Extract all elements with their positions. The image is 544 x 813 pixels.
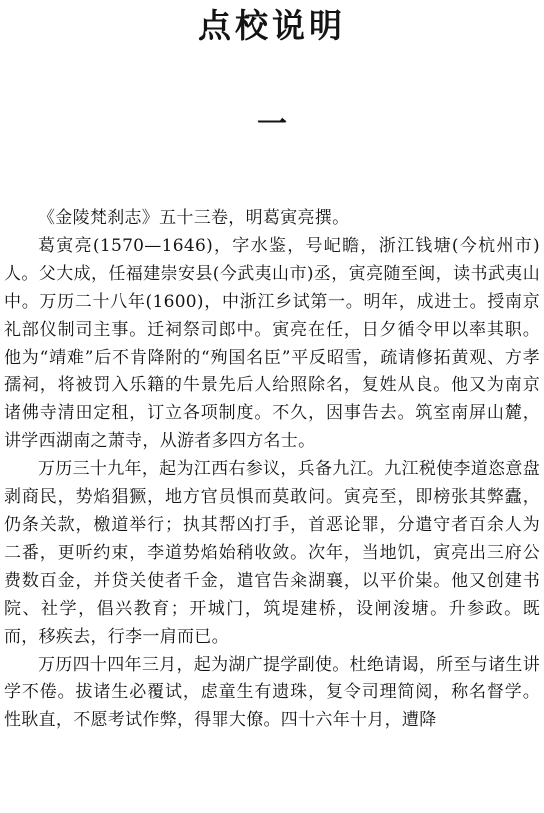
page-title: 点校说明 — [198, 6, 346, 45]
paragraph: 葛寅亮(1570—1646)，字水鉴，号屺瞻，浙江钱塘(今杭州市)人。父大成，任福建崇安县(今武夷山市)丞，寅亮随至闽，读书武夷山中。万历二十八年(1600)，中浙江乡试第一。明年，成进士。授南京礼部仪制司主事。迁祠祭司郎中。寅亮在任，日夕循令甲以率其职。他为“靖难”后不肯降附的“殉国名臣”平反昭雪，疏请修拓黄观、方孝孺祠，将被罚入乐籍的牛景先后人给照除名，复姓从良。他又为南京诸佛寺清田定租，订立各项制度。不久，因事告去。筑室南屏山麓，讲学西湖南之萧寺，从游者多四方名士。 — [4, 235, 540, 452]
paragraph: 万历四十四年三月，起为湖广提学副使。杜绝请谒，所至与诸生讲学不倦。拔诸生必覆试，虑童生有遗珠，复令司理简阅，称名督学。性耿直，不愿考试作弊，得罪大僚。四十六年十月，遭降 — [4, 654, 540, 731]
body-text — [4, 205, 540, 735]
paragraph: 《金陵梵刹志》五十三卷，明葛寅亮撰。 — [38, 208, 350, 228]
paragraph: 万历三十九年，起为江西右参议，兵备九江。九江税使李道恣意盘剥商民，势焰猖獗，地方官员惧而莫敢问。寅亮至，即榜张其弊蠹，仍条关款，檄道举行；执其帮凶打手，首恶论罪，分遣守者百余人为二番，更听约束，李道势焰始稍收敛。次年，当地饥，寅亮出三府公费数百金，并贷关使者千金，遣官告籴湖襄，以平价粜。他又创建书院、社学，倡兴教育；开城门，筑堤建桥，设闸浚塘。升参政。既而，移疾去，行李一肩而已。 — [4, 459, 540, 647]
section-number: 一 — [257, 107, 287, 142]
